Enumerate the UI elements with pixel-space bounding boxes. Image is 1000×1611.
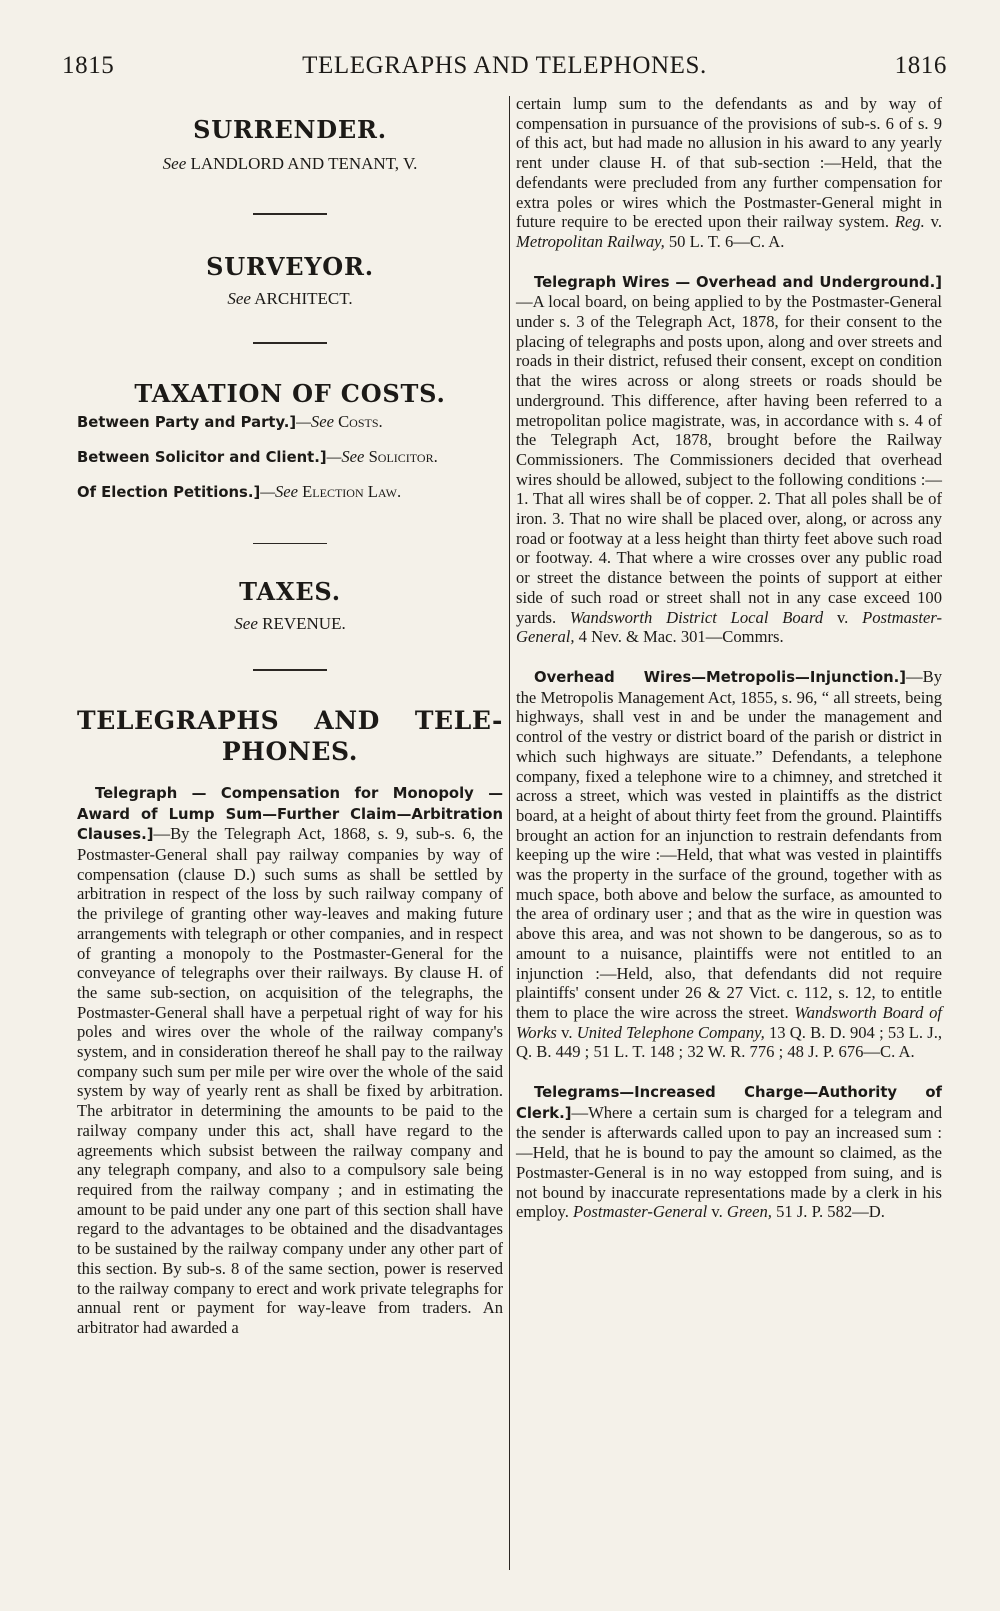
taxation-item: Between Party and Party.]—See Costs.: [77, 411, 383, 431]
heading-taxation-of-costs: TAXATION OF COSTS.: [134, 378, 446, 408]
running-head: [62, 52, 947, 92]
right-column: [516, 94, 942, 1222]
heading-surrender: SURRENDER.: [193, 115, 387, 144]
paragraph-overhead-wires: Overhead Wires—Metropolis—Injunction.]—By the Metropolis Management Act, 1855, s. 96, “ all streets, being highways, shall vest in and be under the management and control of the vestry or district board of the parish or district in which such highways are situate.” Defendants, a telephone company, fixed a telephone wire to a chimney, and stretched it across a street, which was vested in plaintiffs as the district board, at a height of about thirty feet from the ground. Plaintiffs brought an action for an injunction to restrain defendants from keeping up the wire :—Held, that what was vested in plaintiffs was the property in the surface of the ground, together with as much space, both above and below the surface, as amounted to the area of ordinary user ; and that as the wire in question was above this area, and was not shown to be dangerous, so as to amount to a nuisance, plaintiffs were not entitled to an injunction :—Held, also, that defendants did not require plaintiffs' consent under 26 & 27 Vict. c. 112, s. 12, to entitle them to place the wire across the street. Wandsworth Board of Works v. United Telephone Company, 13 Q. B. D. 904 ; 53 L. J., Q. B. 449 ; 51 L. T. 148 ; 32 W. R. 776 ; 48 J. P. 676—C. A.: [516, 666, 942, 1062]
running-title: TELEGRAPHS AND TELEPHONES.: [302, 52, 707, 79]
see-reference-taxes: See REVENUE.: [234, 613, 346, 633]
heading-surveyor: SURVEYOR.: [206, 251, 374, 281]
paragraph-telegrams: Telegrams—Increased Charge—Authority of Clerk.]—Where a certain sum is charged for a telegram and the sender is afterwards called upon to pay an increased sum :—Held, that he is bound to pay the amount so claimed, as the Postmaster-General is in no way estopped from suing, and is not bound by inaccurate representations made by a clerk in his employ. Postmaster-General v. Green, 51 J. P. 582—D.: [516, 1084, 942, 1222]
left-column: [77, 96, 503, 1338]
page-number-right: 1816: [894, 52, 947, 79]
paragraph-telegraph-compensation: Telegraph — Compensation for Monopoly — Award of Lump Sum—Further Claim—Arbitration Clauses.]—By the Telegraph Act, 1868, s. 9, sub-s. 6, the Postmaster-General shall pay railway companies by way of compensation (clause D.) such sums as shall be settled by arbitration in respect of the loss by such railway company of the privilege of granting other way-leaves and making future arrangements with telegraph or other companies, and in respect of granting a monopoly to the Postmaster-General for the conveyance of telegraphs over their railways. By clause H. of the same sub-section, on acquisition of the telegraphs, the Postmaster-General shall have a perpetual right of way for his poles and wires over the whole of the railway company's system, and in consideration thereof he shall pay to the railway company such sum per mile per wire over the whole of the said system by way of yearly rent as shall be fixed by arbitration. The arbitrator in determining the amounts to be paid to the railway company under this act, shall have regard to the agreements which subsist between the railway company and any telegraph company, and also to a compulsory sale being required from the railway company ; and in estimating the amount to be paid under any one part of this section shall have regard to the advantages to be obtained and the disadvantages to be sustained by the railway company under any other part of this section. By sub-s. 8 of the same section, power is reserved to the railway company to erect and work private telegraphs for annual rent or payment for way-leave from traders. An arbitrator had awarded a: [77, 784, 503, 1337]
see-reference-surveyor: See ARCHITECT.: [227, 288, 353, 308]
paragraph-telegraph-wires: Telegraph Wires — Overhead and Underground.]—A local board, on being applied to by the Postmaster-General under s. 3 of the Telegraph Act, 1878, for their consent to the placing of telegraphs and posts upon, along and over streets and roads in their district, refused their consent, except on condition that the wires across or along streets or roads should be underground. This difference, after having been referred to a metropolitan police magistrate, was, in accordance with s. 4 of the Telegraph Act, 1878, brought before the Railway Commissioners. The Commissioners decided that overhead wires should be allowed, subject to the following conditions :—1. That all wires shall be of copper. 2. That all poles shall be of iron. 3. That no wire shall be placed over, along, or across any road or footway at a less height than thirty feet above such road or footway. 4. That where a wire crosses over any public road or street the distance between the points of support at either side of such road or street shall not in any case exceed 100 yards. Wandsworth District Local Board v. Postmaster-General, 4 Nev. & Mac. 301—Commrs.: [516, 273, 942, 647]
heading-telegraphs-and-telephones: TELEGRAPHS AND TELE- PHONES.: [77, 705, 503, 766]
column-divider: [509, 96, 510, 1570]
page-number-left: 1815: [62, 52, 115, 79]
see-reference-surrender: See LANDLORD AND TENANT, V.: [162, 153, 418, 173]
taxation-item: Of Election Petitions.]—See Election Law.: [77, 481, 402, 501]
taxation-item: Between Solicitor and Client.]—See Solicitor.: [77, 446, 438, 466]
paragraph-continuation: certain lump sum to the defendants as and by way of compensation in pursuance of the provisions of sub-s. 6 of s. 9 of this act, but had made no allusion in his award to any yearly rent under clause H. of that sub-section :—Held, that the defendants were precluded from any further compensation for extra poles or wires which the Postmaster-General might in future require to be erected upon their railway system. Reg. v. Metropolitan Railway, 50 L. T. 6—C. A.: [516, 94, 942, 251]
heading-taxes: TAXES.: [239, 577, 341, 607]
